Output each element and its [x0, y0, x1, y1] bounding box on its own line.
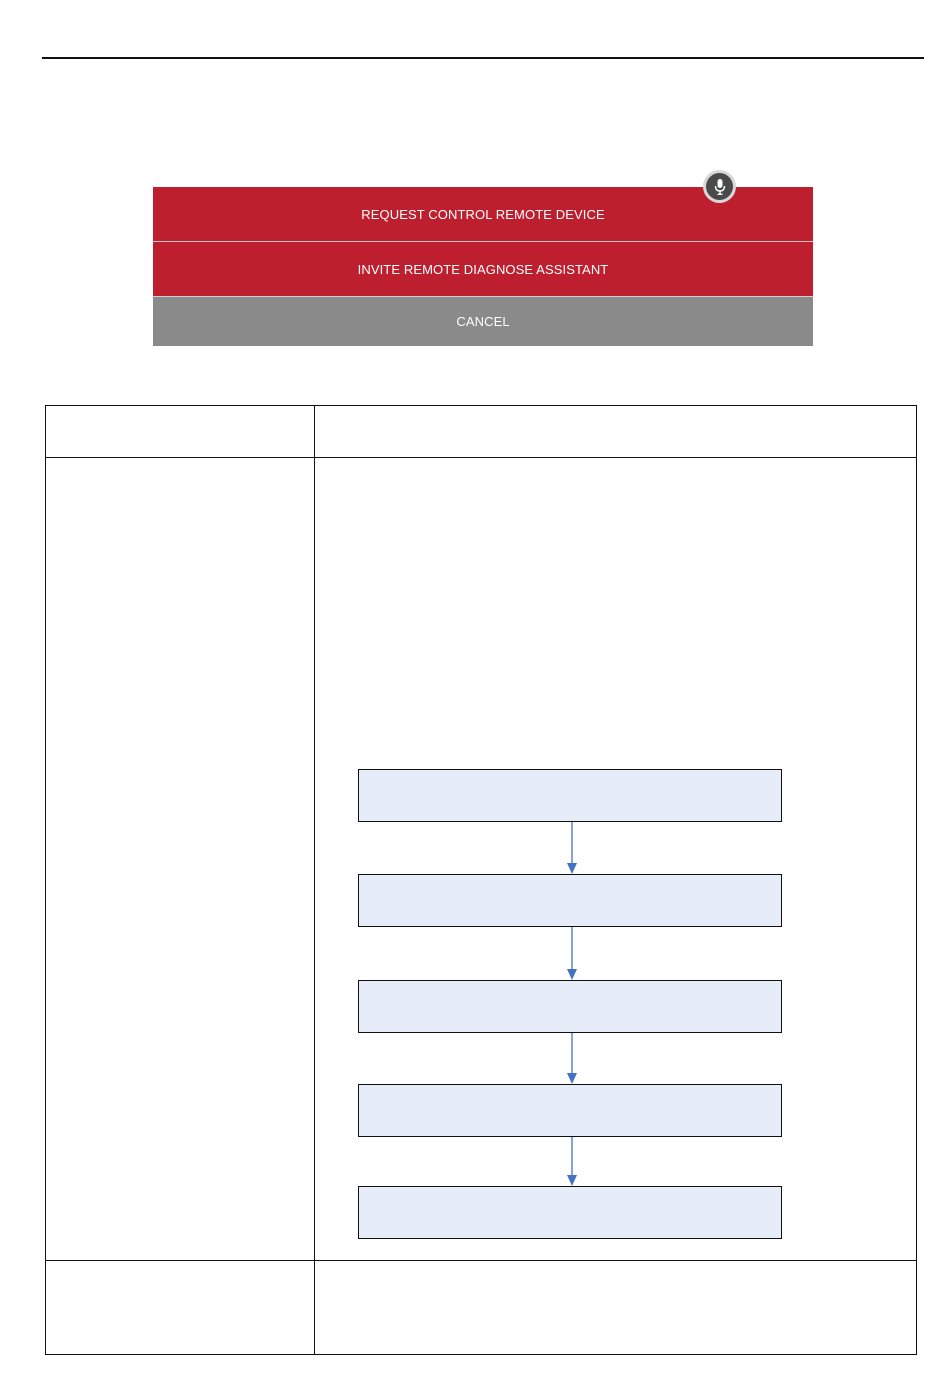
table-column-divider [314, 406, 315, 1354]
table-row-divider [46, 1260, 916, 1261]
microphone-glyph [713, 178, 727, 196]
flowchart-arrow-4 [567, 1137, 577, 1186]
remote-action-sheet [153, 187, 813, 346]
flowchart-arrow-1 [567, 822, 577, 874]
table-header-divider [46, 457, 916, 458]
cancel-button[interactable]: CANCEL [153, 296, 813, 346]
flowchart-arrow-3 [567, 1033, 577, 1084]
flowchart-step-4 [358, 1084, 782, 1137]
flowchart-step-1 [358, 769, 782, 822]
flowchart-step-5 [358, 1186, 782, 1239]
flowchart-step-3 [358, 980, 782, 1033]
flowchart-step-2 [358, 874, 782, 927]
request-control-remote-device-button[interactable]: REQUEST CONTROL REMOTE DEVICE [153, 187, 813, 241]
invite-remote-diagnose-assistant-button[interactable]: INVITE REMOTE DIAGNOSE ASSISTANT [153, 241, 813, 296]
flowchart-arrow-2 [567, 927, 577, 980]
header-divider [42, 57, 924, 59]
microphone-icon [703, 170, 736, 203]
